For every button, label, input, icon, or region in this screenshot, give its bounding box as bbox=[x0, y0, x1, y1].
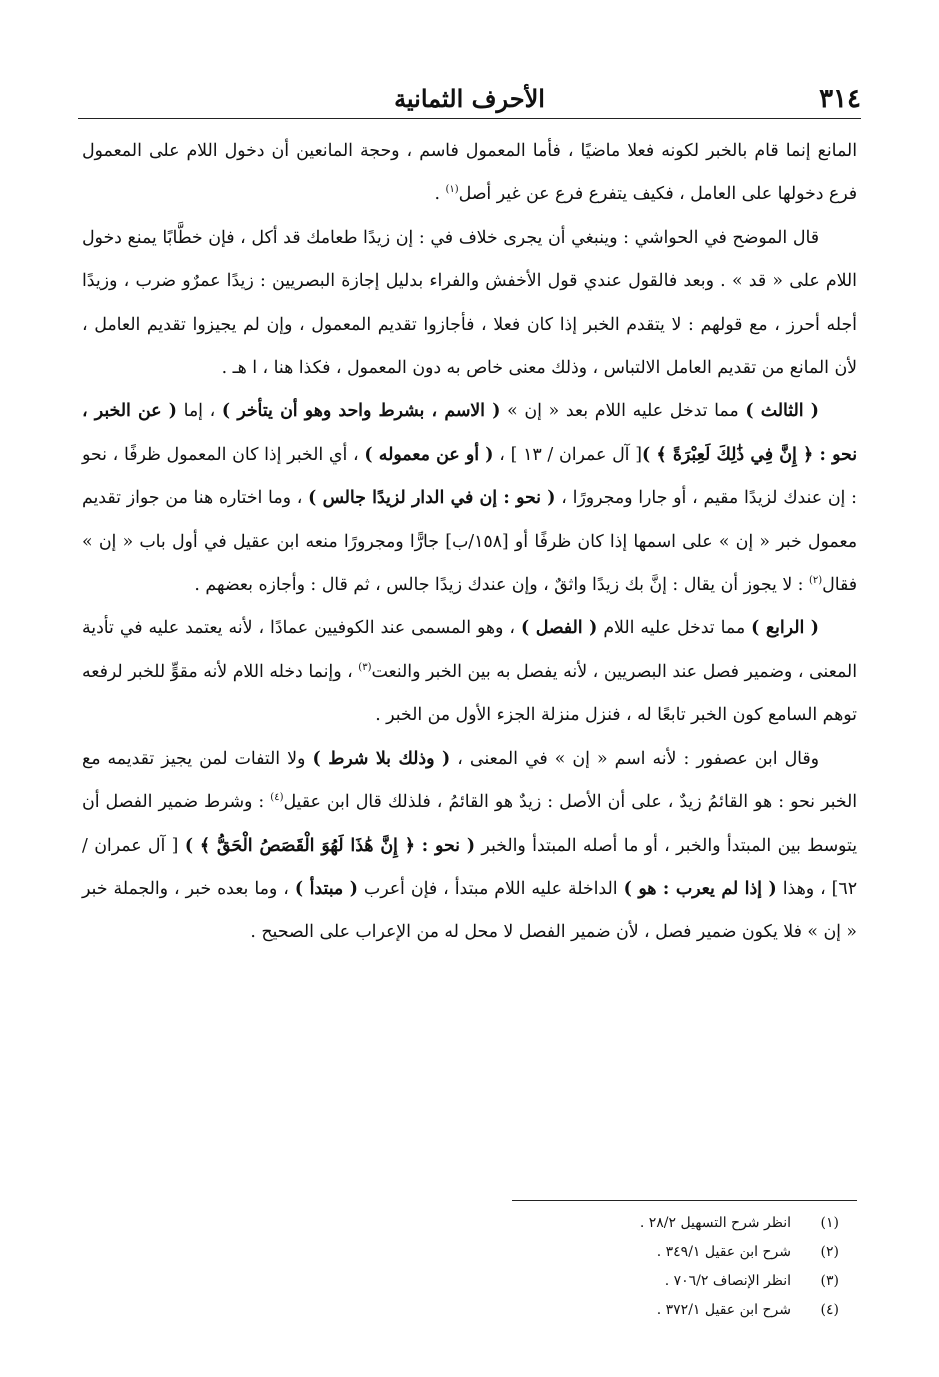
paragraph bbox=[82, 738, 857, 955]
commentary-text: : لا يجوز أن يقال : إنَّ بك زيدًا واثقٌ ، وإن عندك زيدًا جالس ، ثم قال : وأجازه بعضهم . bbox=[194, 575, 809, 596]
paragraph bbox=[82, 390, 857, 607]
commentary-text: ، أي الخبر إذا كان المعمول ظرفًا ، نحو : إن عندك لزيدًا مقيم ، أو جارا ومجرورًا ، bbox=[82, 444, 857, 509]
paragraph bbox=[82, 607, 857, 737]
commentary-text: [ آل عمران /٦٢] ، وهذا bbox=[82, 835, 857, 899]
footnote-marker: (١) bbox=[445, 184, 459, 196]
bold-matn-text: ( الاسم ، بشرط واحد وهو أن يتأخر ) bbox=[221, 401, 501, 422]
bold-matn-text: ( الفصل ) bbox=[521, 618, 598, 639]
bold-matn-text: ( نحو : إن في الدار لزيدًا جالس ) bbox=[308, 488, 556, 509]
commentary-text: ، إما bbox=[176, 401, 222, 422]
commentary-text: ، وهو المسمى عند الكوفيين عمادًا ، لأنه يعتمد عليه في تأدية المعنى ، وضمير فصل عند البصريين ، لأنه يفصل به بين الخبر والنعت bbox=[82, 618, 857, 682]
footnote bbox=[300, 1209, 839, 1238]
footnote bbox=[300, 1238, 839, 1267]
commentary-text: ، وإنما دخله اللام لأنه مقوٍّ للخبر لرفعه توهم السامع كون الخبر تابعًا له ، فنزل منزلة الجزء الأول من الخبر . bbox=[82, 661, 857, 726]
bold-matn-text: ( مبتدأ ) bbox=[294, 878, 358, 899]
main-text bbox=[82, 130, 857, 955]
commentary-text: ، وما بعده خبر ، والجملة خبر « إن » فلا يكون ضمير فصل ، لأن ضمير الفصل لا محل له من الإعراب على الصحيح . bbox=[82, 878, 857, 943]
bold-matn-text: ( الثالث ) bbox=[745, 401, 819, 422]
commentary-text: . bbox=[434, 184, 446, 205]
footnote-marker: (٢) bbox=[808, 575, 823, 587]
bold-matn-text: ( عن الخبر ، نحو : ﴿ إِنَّ فِي ذَٰلِكَ لَعِبْرَةً ﴾ ) bbox=[82, 401, 858, 465]
commentary-text: [ آل عمران / ١٣ ] ، bbox=[493, 444, 642, 465]
footnote-separator bbox=[512, 1200, 857, 1201]
footnote-marker: (٣) bbox=[358, 662, 372, 674]
footnote-number: (٤) bbox=[820, 1302, 839, 1318]
commentary-text: ، وما اختاره هنا من جواز تقديم معمول خبر « إن » على اسمها إذا كان ظرفًا أو [١٥٨/ب] جارًّا ومجرورًا منعه ابن عقيل في أول باب « إن » فقال bbox=[82, 488, 857, 596]
footnote-text: انظر شرح التسهيل ٢٨/٢ . bbox=[639, 1215, 791, 1231]
page-number: ٣١٤ bbox=[819, 84, 861, 114]
footnote-number: (١) bbox=[820, 1215, 839, 1231]
bold-matn-text: ( نحو : ﴿ إِنَّ هَٰذَا لَهُوَ الْقَصَصُ الْحَقُّ ﴾ ) bbox=[184, 835, 476, 856]
footnote bbox=[300, 1296, 839, 1325]
bold-matn-text: ( أو عن معموله ) bbox=[364, 444, 494, 465]
footnote-number: (٣) bbox=[820, 1273, 839, 1289]
commentary-text: وقال ابن عصفور : لأنه اسم « إن » في المعنى ، bbox=[450, 748, 819, 769]
commentary-text: : وشرط ضمير الفصل أن يتوسط بين المبتدأ والخبر ، أو ما أصله المبتدأ والخبر bbox=[82, 792, 857, 856]
footnote bbox=[300, 1267, 839, 1296]
running-title: الأحرف الثمانية bbox=[394, 84, 545, 113]
footnote-marker: (٤) bbox=[270, 792, 284, 804]
footnote-text: شرح ابن عقيل ٣٧٢/١ . bbox=[656, 1302, 791, 1318]
footnote-number: (٢) bbox=[820, 1244, 839, 1260]
commentary-text: الداخلة عليه اللام مبتدأ ، فإن أعرب bbox=[357, 878, 624, 899]
commentary-text: قال الموضح في الحواشي : وينبغي أن يجرى خلاف في : إن زيدًا طعامك قد أكل ، فإن خطَّابًا يمنع دخول اللام على « قد » . وبعد فالقول عندي قول الأخفش والفراء بدليل إجازة البصريين : زيدًا عمرٌو ضرب ، وزيدًا أجله أحرز ، مع قولهم : لا يتقدم الخبر إذا كان فعلا ، فأجازوا تقديم المعمول ، وإن لم يجيزوا تقديم العامل ، لأن المانع من تقديم العامل الالتباس ، وذلك معنى خاص به دون المعمول ، فكذا هنا ، ا هـ . bbox=[82, 227, 857, 379]
commentary-text: مما تدخل عليه اللام bbox=[597, 618, 752, 639]
footnote-text: شرح ابن عقيل ٣٤٩/١ . bbox=[656, 1244, 791, 1260]
paragraph bbox=[82, 217, 857, 391]
page-header bbox=[78, 82, 861, 119]
bold-matn-text: ( الرابع ) bbox=[751, 618, 819, 639]
paragraph bbox=[82, 130, 857, 217]
bold-matn-text: ( إذا لم يعرب : هو ) bbox=[623, 878, 777, 899]
bold-matn-text: ( وذلك بلا شرط ) bbox=[312, 748, 451, 769]
footnote-text: انظر الإنصاف ٧٠٦/٢ . bbox=[664, 1273, 791, 1289]
commentary-text: ولا التفات لمن يجيز تقديمه مع الخبر نحو : هو القائمُ زيدٌ ، على أن الأصل : زيدٌ هو القائمُ ، فلذلك قال ابن عقيل bbox=[82, 748, 858, 813]
commentary-text: مما تدخل عليه اللام بعد « إن » bbox=[500, 401, 746, 422]
footnotes bbox=[300, 1209, 839, 1325]
commentary-text: المانع إنما قام بالخبر لكونه فعلا ماضيًا ، فأما المعمول فاسم ، وحجة المانعين أن دخول اللام على المعمول فرع دخولها على العامل ، فكيف يتفرع فرع عن غير أصل bbox=[82, 141, 857, 205]
